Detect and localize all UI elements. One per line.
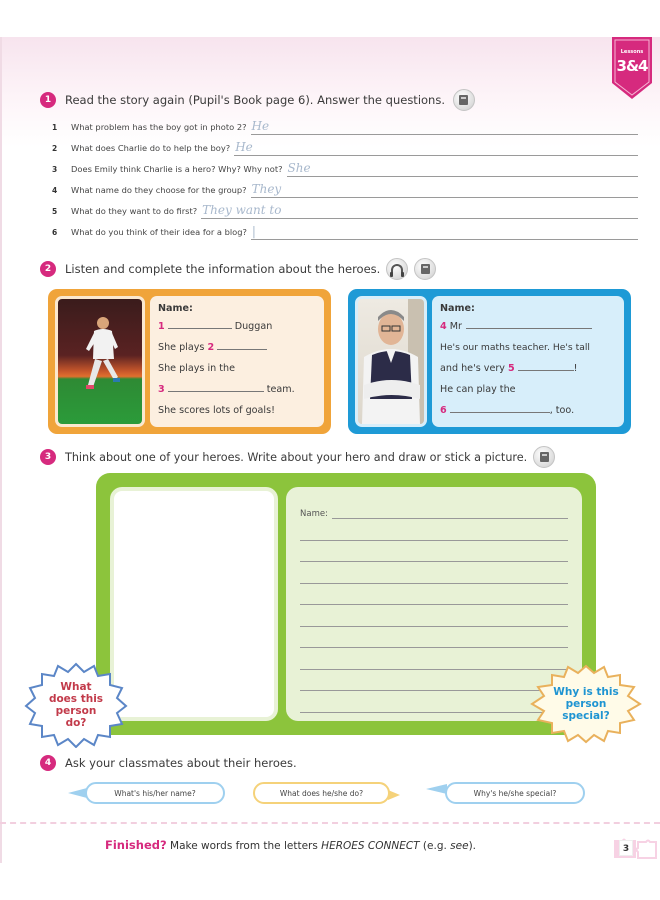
exercise-1-instruction: Read the story again (Pupil's Book page 6). Answer the questions. bbox=[65, 93, 445, 107]
workbook-icon[interactable] bbox=[453, 89, 475, 111]
very-text: and he's very bbox=[440, 363, 505, 374]
question-row bbox=[52, 135, 638, 156]
hero-card-teacher bbox=[348, 289, 631, 434]
answer-line[interactable] bbox=[201, 203, 638, 219]
prompt-bubble-why-special bbox=[530, 664, 642, 744]
question-number: 4 bbox=[52, 186, 58, 195]
prompt-bubble-what-does bbox=[24, 662, 128, 748]
speech-bubble-special: Why's he/she special? bbox=[445, 782, 585, 804]
question-row bbox=[52, 219, 638, 240]
finished-task bbox=[105, 838, 476, 852]
lesson-tag-label: Lessons bbox=[620, 49, 644, 55]
writing-line[interactable] bbox=[300, 691, 568, 713]
gap-2-blank[interactable] bbox=[217, 340, 267, 350]
answer-prompt: They bbox=[251, 182, 282, 196]
exercise-number-badge: 4 bbox=[40, 755, 56, 771]
writing-line[interactable] bbox=[300, 605, 568, 627]
question-text: Does Emily think Charlie is a hero? Why? Why not? bbox=[71, 164, 283, 174]
gap-5-blank[interactable] bbox=[518, 361, 574, 371]
writing-line[interactable] bbox=[300, 648, 568, 670]
writing-line[interactable] bbox=[300, 670, 568, 692]
gap-6-blank[interactable] bbox=[450, 403, 550, 413]
exercise-2-heading bbox=[40, 258, 436, 280]
teacher-text: He's our maths teacher. He's tall bbox=[440, 342, 590, 353]
speech-bubble-do: What does he/she do? bbox=[253, 782, 390, 804]
speech-bubble-name: What's his/her name? bbox=[85, 782, 225, 804]
question-text: What do you think of their idea for a blog? bbox=[71, 227, 247, 237]
gap-number: 1 bbox=[158, 321, 165, 332]
gap-1-blank[interactable] bbox=[168, 319, 232, 329]
gap-number: 3 bbox=[158, 384, 165, 395]
question-number: 1 bbox=[52, 123, 58, 132]
question-row bbox=[52, 177, 638, 198]
workbook-icon[interactable] bbox=[414, 258, 436, 280]
finished-text: (e.g. bbox=[419, 840, 451, 852]
page-number-badge bbox=[612, 838, 658, 860]
speech-tail bbox=[426, 784, 447, 794]
teacher-photo bbox=[355, 296, 427, 427]
footballer-photo bbox=[55, 296, 145, 427]
footballer-figure-icon bbox=[84, 315, 120, 399]
question-text: What name do they choose for the group? bbox=[71, 185, 247, 195]
answer-prompt: He bbox=[235, 140, 253, 154]
lesson-tag-number: 3&4 bbox=[616, 57, 648, 75]
name-row bbox=[300, 499, 568, 519]
question-list bbox=[52, 114, 638, 240]
question-number: 3 bbox=[52, 165, 58, 174]
exclaim-text: ! bbox=[573, 363, 578, 374]
question-text: What problem has the boy got in photo 2? bbox=[71, 122, 247, 132]
teacher-info bbox=[432, 296, 624, 427]
gap-number: 2 bbox=[207, 342, 215, 353]
answer-line[interactable] bbox=[287, 161, 638, 177]
workbook-icon[interactable] bbox=[533, 446, 555, 468]
question-row bbox=[52, 114, 638, 135]
teacher-figure-icon bbox=[358, 299, 424, 424]
answer-prompt: | bbox=[251, 224, 256, 238]
finished-text: Make words from the letters bbox=[166, 840, 322, 852]
question-number: 6 bbox=[52, 228, 58, 237]
question-row bbox=[52, 156, 638, 177]
name-input-line[interactable] bbox=[332, 509, 568, 519]
footballer-info bbox=[150, 296, 324, 427]
lesson-tag bbox=[612, 37, 652, 99]
hero-writing-box bbox=[96, 473, 596, 735]
writing-line[interactable] bbox=[300, 519, 568, 541]
play-text: He can play the bbox=[440, 384, 516, 395]
answer-prompt: They want to bbox=[202, 203, 282, 217]
question-text: What do they want to do first? bbox=[71, 206, 198, 216]
exercise-2-instruction: Listen and complete the information about the heroes. bbox=[65, 262, 381, 276]
exercise-1-heading bbox=[40, 89, 475, 111]
question-text: What does Charlie do to help the boy? bbox=[71, 143, 231, 153]
answer-prompt: She bbox=[287, 161, 311, 175]
team-text: team. bbox=[266, 384, 295, 395]
gap-number: 5 bbox=[507, 363, 515, 374]
exercise-3-instruction: Think about one of your heroes. Write about your hero and draw or stick a picture. bbox=[65, 450, 528, 464]
gap-4-blank[interactable] bbox=[466, 319, 592, 329]
exercise-number-badge: 1 bbox=[40, 92, 56, 108]
plays-text: She plays bbox=[158, 342, 205, 353]
hero-card-footballer bbox=[48, 289, 331, 434]
exercise-4-heading bbox=[40, 755, 297, 771]
bubble-text: What does this person do? bbox=[48, 681, 104, 729]
speech-tail bbox=[388, 790, 400, 800]
writing-line[interactable] bbox=[300, 627, 568, 649]
answer-line[interactable] bbox=[251, 224, 638, 240]
writing-line[interactable] bbox=[300, 541, 568, 563]
gap-number: 4 bbox=[440, 321, 447, 332]
exercise-3-heading bbox=[40, 446, 555, 468]
finished-label: Finished? bbox=[105, 838, 167, 852]
exercise-number-badge: 3 bbox=[40, 449, 56, 465]
question-row bbox=[52, 198, 638, 219]
writing-line[interactable] bbox=[300, 562, 568, 584]
finished-letters: HEROES CONNECT bbox=[321, 840, 420, 852]
question-number: 5 bbox=[52, 207, 58, 216]
answer-line[interactable] bbox=[251, 182, 638, 198]
gap-3-blank[interactable] bbox=[168, 382, 264, 392]
name-label: Name: bbox=[440, 303, 475, 314]
exercise-number-badge: 2 bbox=[40, 261, 56, 277]
too-text: , too. bbox=[549, 405, 575, 416]
bubble-text: Why is this person special? bbox=[553, 686, 619, 722]
exercise-4-instruction: Ask your classmates about their heroes. bbox=[65, 756, 297, 770]
writing-line[interactable] bbox=[300, 584, 568, 606]
finished-example: see bbox=[450, 840, 469, 852]
answer-line[interactable] bbox=[234, 140, 638, 156]
finished-text: ). bbox=[468, 840, 476, 852]
goals-text: She scores lots of goals! bbox=[158, 405, 275, 416]
answer-prompt: He bbox=[251, 119, 270, 133]
mr-text: Mr bbox=[449, 321, 462, 332]
name-label: Name: bbox=[300, 509, 328, 519]
picture-area[interactable] bbox=[110, 487, 278, 721]
plays-in-text: She plays in the bbox=[158, 363, 236, 374]
question-number: 2 bbox=[52, 144, 58, 153]
answer-line[interactable] bbox=[251, 119, 638, 135]
footer-divider bbox=[0, 822, 660, 824]
surname-text: Duggan bbox=[234, 321, 273, 332]
name-label: Name: bbox=[158, 303, 193, 314]
page-number: 3 bbox=[619, 840, 633, 856]
gap-number: 6 bbox=[440, 405, 447, 416]
headphones-icon[interactable] bbox=[386, 258, 408, 280]
